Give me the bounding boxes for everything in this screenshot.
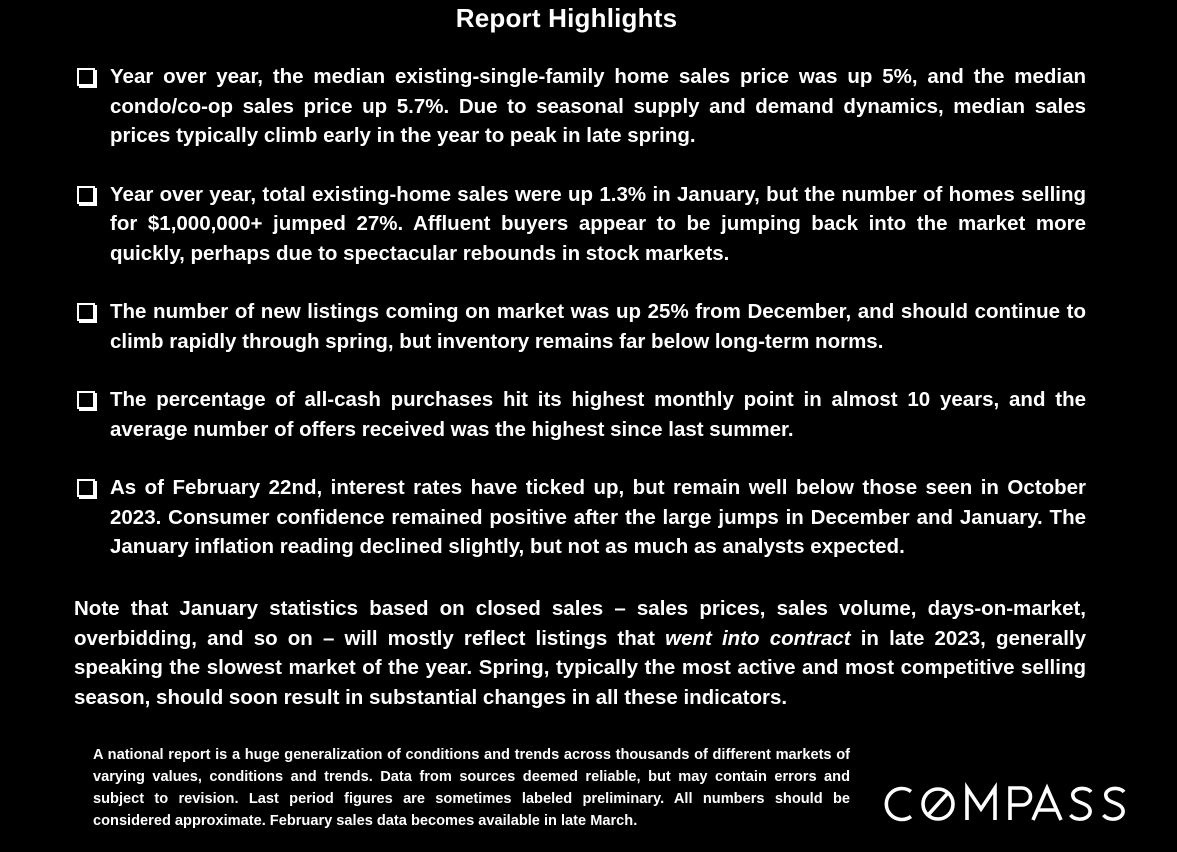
highlight-item: [74, 385, 1086, 444]
closed-sales-note: [74, 594, 1086, 712]
note-text-before: Note that January statistics based on closed sales – sales prices, sales volume, days-on-market, overbidding, and so on – will mostly reflect listings that: [74, 597, 1086, 650]
highlight-text: The percentage of all-cash purchases hit its highest monthly point in almost 10 years, and the average number of offers received was the highest since last summer.: [110, 388, 1086, 441]
highlight-item: [74, 62, 1086, 151]
checkbox-icon: [77, 479, 95, 497]
report-title: Report Highlights: [455, 3, 678, 33]
note-text-after: in late 2023, generally speaking the slowest market of the year. Spring, typically the most active and most competitive selling season, should soon result in substantial changes in all these indicators.: [74, 626, 1086, 709]
highlight-text: The number of new listings coming on market was up 25% from December, and should continue to climb rapidly through spring, but inventory remains far below long-term norms.: [110, 300, 1086, 353]
compass-logo: [881, 782, 1133, 826]
checkbox-icon: [77, 68, 95, 86]
highlight-item: [74, 297, 1086, 356]
checkbox-icon: [77, 186, 95, 204]
highlight-text: As of February 22nd, interest rates have ticked up, but remain well below those seen in October 2023. Consumer confidence remained positive after the large jumps in December and January. The January inflation reading declined slightly, but not as much as analysts expected.: [110, 476, 1086, 558]
highlight-text: Year over year, the median existing-single-family home sales price was up 5%, and the median condo/co-op sales price up 5.7%. Due to seasonal supply and demand dynamics, median sales prices typically climb early in the year to peak in late spring.: [110, 65, 1086, 147]
checkbox-icon: [77, 391, 95, 409]
note-emphasis: went into contract: [665, 626, 851, 650]
highlight-item: [74, 473, 1086, 562]
disclaimer-text: A national report is a huge generalization of conditions and trends across thousands of different markets of varying values, conditions and trends. Data from sources deemed reliable, but may contain errors and subject to revision. Last period figures are sometimes labeled preliminary. All numbers should be considered approximate. February sales data becomes available in late March.: [93, 747, 850, 829]
highlight-item: [74, 180, 1086, 269]
checkbox-icon: [77, 303, 95, 321]
highlight-text: Year over year, total existing-home sales were up 1.3% in January, but the number of homes selling for $1,000,000+ jumped 27%. Affluent buyers appear to be jumping back into the market more quickly, perhaps due to spectacular rebounds in stock markets.: [110, 182, 1086, 265]
highlights-list: [74, 62, 1086, 562]
compass-wordmark-logo: [881, 782, 1133, 826]
